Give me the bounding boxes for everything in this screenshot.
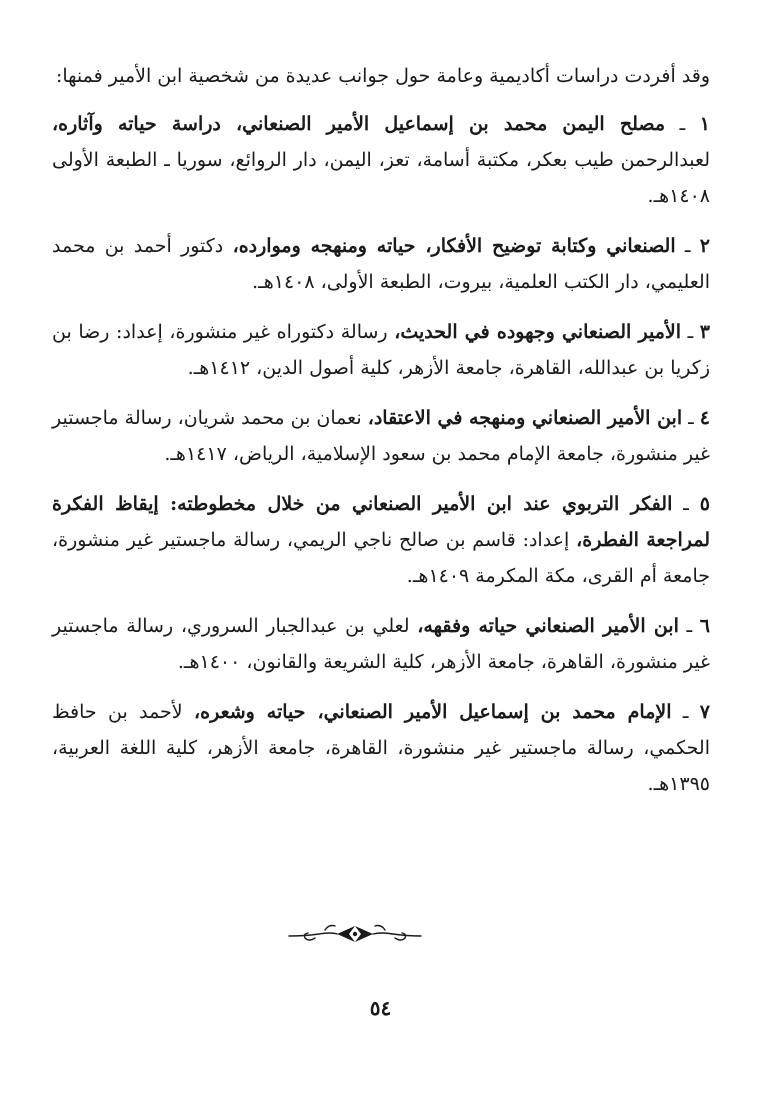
- page-number: ٥٤: [369, 996, 392, 1020]
- list-item: ١ ـ مصلح اليمن محمد بن إسماعيل الأمير الصنعاني، دراسة حياته وآثاره، لعبدالرحمن طيب بعكر، مكتبة أسامة، تعز، اليمن، دار الروائع، سوريا ـ الطبعة الأولى ١٤٠٨هـ.: [52, 113, 710, 207]
- entry-number: ١: [699, 113, 710, 135]
- entry-details: إعداد: قاسم بن صالح ناجي الريمي، رسالة ماجستير غير منشورة، جامعة أم القرى، مكة المكرمة ١٤٠٩هـ.: [52, 529, 710, 587]
- entry-details: لعلي بن عبدالجبار السروري، رسالة ماجستير غير منشورة، القاهرة، جامعة الأزهر، كلية الشريعة والقانون، ١٤٠٠هـ.: [52, 615, 710, 673]
- list-item: ٢ ـ الصنعاني وكتابة توضيح الأفكار، حياته ومنهجه وموارده، دكتور أحمد بن محمد العليمي، دار الكتب العلمية، بيروت، الطبعة الأولى، ١٤٠٨هـ.: [52, 235, 711, 293]
- entry-details: لعبدالرحمن طيب بعكر، مكتبة أسامة، تعز، اليمن، دار الروائع، سوريا ـ الطبعة الأولى ١٤٠٨هـ.: [52, 149, 710, 207]
- page-body: [52, 58, 710, 816]
- entry-number: ٥: [699, 493, 710, 515]
- entry-details: دكتور أحمد بن محمد العليمي، دار الكتب العلمية، بيروت، الطبعة الأولى، ١٤٠٨هـ.: [52, 235, 710, 293]
- entry-number: ٦: [699, 615, 711, 637]
- ornament-divider-icon: [285, 920, 425, 948]
- list-item: ٧ ـ الإمام محمد بن إسماعيل الأمير الصنعاني، حياته وشعره، لأحمد بن حافظ الحكمي، رسالة ماجستير غير منشورة، القاهرة، جامعة الأزهر، كلية اللغة العربية، ١٣٩٥هـ.: [52, 701, 710, 795]
- entry-details: لأحمد بن حافظ الحكمي، رسالة ماجستير غير منشورة، القاهرة، جامعة الأزهر، كلية اللغة العربية، ١٣٩٥هـ.: [52, 701, 710, 795]
- entry-details: نعمان بن محمد شريان، رسالة ماجستير غير منشورة، جامعة الإمام محمد بن سعود الإسلامية، الرياض، ١٤١٧هـ.: [52, 407, 710, 465]
- list-item: ٣ ـ الأمير الصنعاني وجهوده في الحديث، رسالة دكتوراه غير منشورة، إعداد: رضا بن زكريا بن عبدالله، القاهرة، جامعة الأزهر، كلية أصول الدين، ١٤١٢هـ.: [52, 321, 711, 379]
- entry-details: رسالة دكتوراه غير منشورة، إعداد: رضا بن زكريا بن عبدالله، القاهرة، جامعة الأزهر، كلية أصول الدين، ١٤١٢هـ.: [52, 321, 710, 379]
- entry-title: ابن الأمير الصنعاني ومنهجه في الاعتقاد،: [367, 407, 683, 429]
- entry-title: الفكر التربوي عند ابن الأمير الصنعاني من خلال مخطوطته: إيقاظ الفكرة لمراجعة الفطرة،: [52, 493, 710, 551]
- entry-title: الإمام محمد بن إسماعيل الأمير الصنعاني، حياته وشعره،: [194, 701, 672, 723]
- entry-number: ٤: [699, 407, 710, 429]
- list-item: ٦ ـ ابن الأمير الصنعاني حياته وفقهه، لعلي بن عبدالجبار السروري، رسالة ماجستير غير منشورة، القاهرة، جامعة الأزهر، كلية الشريعة والقانون، ١٤٠٠هـ.: [52, 615, 711, 673]
- entry-title: الصنعاني وكتابة توضيح الأفكار، حياته ومنهجه وموارده،: [232, 235, 676, 257]
- list-item: ٤ ـ ابن الأمير الصنعاني ومنهجه في الاعتقاد، نعمان بن محمد شريان، رسالة ماجستير غير منشورة، جامعة الإمام محمد بن سعود الإسلامية، الرياض، ١٤١٧هـ.: [52, 407, 710, 465]
- entry-number: ٢: [699, 235, 711, 257]
- list-item: ٥ ـ الفكر التربوي عند ابن الأمير الصنعاني من خلال مخطوطته: إيقاظ الفكرة لمراجعة الفطرة، إعداد: قاسم بن صالح ناجي الريمي، رسالة ماجستير غير منشورة، جامعة أم القرى، مكة المكرمة ١٤٠٩هـ.: [52, 493, 710, 587]
- entry-title: مصلح اليمن محمد بن إسماعيل الأمير الصنعاني، دراسة حياته وآثاره،: [52, 113, 666, 135]
- entry-title: ابن الأمير الصنعاني حياته وفقهه،: [417, 615, 679, 637]
- entry-number: ٧: [699, 701, 710, 723]
- entry-title: الأمير الصنعاني وجهوده في الحديث،: [394, 321, 682, 343]
- entry-number: ٣: [699, 321, 711, 343]
- intro-paragraph: وقد أفردت دراسات أكاديمية وعامة حول جوانب عديدة من شخصية ابن الأمير فمنها:: [55, 65, 710, 87]
